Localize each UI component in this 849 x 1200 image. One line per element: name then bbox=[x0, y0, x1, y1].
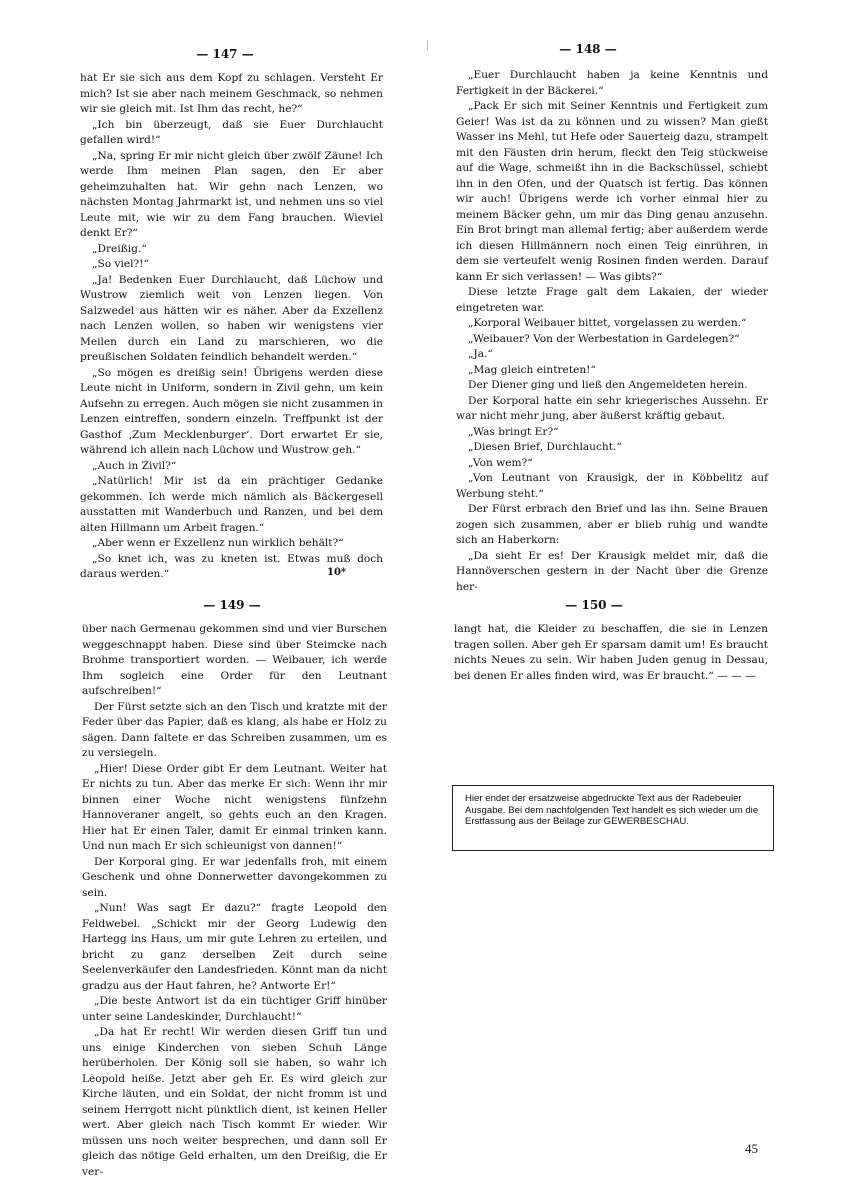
paragraph: „Mag gleich eintreten!“ bbox=[468, 363, 596, 376]
paragraph: „Da hat Er recht! Wir werden diesen Griff tun und uns einige Kinderchen von sieben Schuh Länge herüberholen. Der König soll sie haben, so wahr ich Leopold heiße. Jetzt aber geh Er. Es wird gleich zur Kirche läuten, und ein Soldat, der nicht fromm ist und seinem Herrgott nicht pünktlich dient, ist keinen Heller wert. Aber gleich nach Tisch kommt Er wieder. Wir müssen uns noch weiter besprechen, und dann soll Er gleich das nötige Geld erhalten, um den Dreißig, die Er ver- bbox=[82, 1026, 387, 1178]
page-number-150: — 150 — bbox=[565, 598, 623, 612]
paragraph: hat Er sie sich aus dem Kopf zu schlagen. Versteht Er mich? Ist sie aber nach meinem Geschmack, so nehmen wir sie gleich mit. Ist Ihm das recht, he?“ bbox=[80, 72, 383, 115]
page-149-text bbox=[82, 622, 387, 1180]
paragraph: „Ich bin überzeugt, daß sie Euer Durchlaucht gefallen wird!“ bbox=[80, 118, 383, 146]
paragraph: „So viel?!“ bbox=[92, 258, 149, 270]
paragraph: „Was bringt Er?“ bbox=[468, 425, 559, 438]
page-number-147: — 147 — bbox=[196, 47, 254, 61]
paragraph: „Da sieht Er es! Der Krausigk meldet mir, daß die Hannöverschen gestern in der Nacht über die Grenze her- bbox=[456, 549, 768, 593]
page-number-149: — 149 — bbox=[203, 598, 261, 612]
paragraph: Diese letzte Frage galt dem Lakaien, der wieder eingetreten war. bbox=[456, 286, 768, 314]
page-147-text bbox=[80, 71, 383, 583]
paragraph: Der Korporal hatte ein sehr kriegerisches Aussehn. Er war nicht mehr jung, aber äußerst kräftig gebaut. bbox=[456, 394, 768, 422]
paragraph: „Ja! Bedenken Euer Durchlaucht, daß Lüchow und Wustrow ziemlich weit von Lenzen liegen. Von Salzwedel aus hätten wir es näher. Aber da Exzellenz nach Lenzen wollen, so haben wir wenigstens vier Meilen durch ein Land zu marschieren, wo die preußischen Soldaten feindlich behandelt werden.“ bbox=[80, 273, 383, 363]
paragraph: über nach Germenau gekommen sind und vier Burschen weggeschnappt haben. Diese sind über Steimcke nach Brohme transportiert worden. — Weibauer, ich werde Ihm sogleich eine Order für den Leutnant aufschreiben!“ bbox=[82, 623, 387, 697]
paragraph: „So knet ich, was zu kneten ist. Etwas muß doch daraus werden.“ bbox=[80, 552, 383, 580]
paragraph: „Auch in Zivil?“ bbox=[92, 459, 177, 472]
paragraph: „Natürlich! Mir ist da ein prächtiger Gedanke gekommen. Ich werde mich nämlich als Bäckergesell ausstatten mit Wanderbuch und Ranzen, und bei dem alten Hillmann um Arbeit fragen.“ bbox=[80, 475, 383, 534]
page-number-148: — 148 — bbox=[559, 42, 617, 56]
editorial-note-text: Hier endet der ersatzweise abgedruckte Text aus der Radebeuler Ausgabe. Bei dem nachfolgenden Text handelt es sich wieder um die Erstfassung aus der Beilage zur GEWERBESCHAU. bbox=[465, 793, 759, 827]
paragraph: Der Fürst erbrach den Brief und las ihn. Seine Brauen zogen sich zusammen, aber er blieb ruhig und wandte sich an Haberkorn: bbox=[456, 503, 768, 546]
paragraph: „Von wem?“ bbox=[468, 456, 533, 469]
paragraph: langt hat, die Kleider zu beschaffen, die sie in Lenzen tragen sollen. Aber geh Er sparsam damit um! Es braucht nichts Neues zu sein. Wir haben Juden genug in Dessau, bei denen Er alles finden wird, was Er braucht.“ — — — bbox=[454, 623, 768, 682]
paragraph: „Diesen Brief, Durchlaucht.“ bbox=[468, 441, 622, 453]
paragraph: Der Diener ging und ließ den Angemeldeten herein. bbox=[468, 379, 748, 391]
paragraph: „Dreißig.“ bbox=[92, 242, 147, 255]
paragraph: „Korporal Weibauer bittet, vorgelassen zu werden.“ bbox=[468, 317, 747, 329]
paragraph: „Na, spring Er mir nicht gleich über zwölf Zäune! Ich werde Ihm meinen Plan sagen, den Er aber geheimzuhalten hat. Wir gehn nach Lenzen, wo nächsten Montag Jahrmarkt ist, und nehmen uns so viel Leute mit, wie wir zu dem Fang brauchen. Wieviel denkt Er?“ bbox=[80, 149, 383, 239]
paragraph: „Weibauer? Von der Werbestation in Gardelegen?“ bbox=[468, 332, 740, 345]
page-148-text bbox=[456, 68, 768, 595]
paragraph: „Aber wenn er Exzellenz nun wirklich behält?“ bbox=[92, 537, 344, 549]
paragraph: Der Fürst setzte sich an den Tisch und kratzte mit der Feder über das Papier, daß es klang, als habe er Holz zu sägen. Dann faltete er das Schreiben zusammen, um es zu versiegeln. bbox=[82, 700, 387, 759]
center-tick-mark bbox=[427, 40, 428, 50]
folio-number: 45 bbox=[745, 1141, 758, 1156]
paragraph: „Von Leutnant von Krausigk, der in Köbbelitz auf Werbung steht.“ bbox=[456, 472, 768, 500]
paragraph: „Euer Durchlaucht haben ja keine Kenntnis und Fertigkeit in der Bäckerei.“ bbox=[456, 69, 768, 97]
paragraph: „Die beste Antwort ist da ein tüchtiger Griff hinüber unter seine Landeskinder, Durchlaucht!“ bbox=[82, 995, 387, 1023]
paragraph: „Nun! Was sagt Er dazu?“ fragte Leopold den Feldwebel. „Schickt mir der Georg Ludewig den Hartegg ins Haus, um mir gute Lehren zu erteilen, und bricht zu ganz derselben Zeit durch seine Seelenverkäufer den Landesfrieden. Könnt man da nicht gradzu aus der Haut fahren, he? Antworte Er!“ bbox=[82, 902, 387, 992]
paragraph: „Ja.“ bbox=[468, 348, 493, 360]
paragraph: „Hier! Diese Order gibt Er dem Leutnant. Weiter hat Er nichts zu tun. Aber das merke Er sich: Wenn ihr mir binnen einer Woche nicht wenigstens fünfzehn Hannoveraner angelt, so gehts euch an den Kragen. Hier hat Er einen Taler, damit Er einmal trinken kann. Und nun mach Er sich schleunigst von dannen!“ bbox=[82, 762, 387, 852]
page-150-text bbox=[454, 622, 768, 684]
signature-mark: 10* bbox=[327, 567, 347, 578]
paragraph: „So mögen es dreißig sein! Übrigens werden diese Leute nicht in Uniform, sondern in Zivil gehn, um kein Aufsehn zu erregen. Auch mögen sie nicht zusammen in Lenzen eintreffen, sondern einzeln. Treffpunkt ist der Gasthof ‚Zum Mecklenburger‘. Dort erwartet Er sie, während ich allein nach Lüchow und Wustrow geh.“ bbox=[80, 366, 383, 456]
editorial-note-box bbox=[452, 785, 774, 851]
paragraph: „Pack Er sich mit Seiner Kenntnis und Fertigkeit zum Geier! Was ist da zu können und zu wissen? Man gießt Wasser ins Mehl, tut Hefe oder Sauerteig dazu, strampelt mit den Fäusten drin herum, fleckt den Teig stückweise auf die Wage, schmeißt ihn in die Backschüssel, schiebt ihn in den Ofen, und der Quatsch ist fertig. Das können wir auch! Übrigens werde ich vorher einmal hier zu meinem Bäcker gehn, um mir das Ding genau anzusehn. Ein Brot bringt man allemal fertig; aber außerdem werde ich diesen Hillmännern noch einen Teig einrühren, in dem sie verteufelt wenig Rosinen finden werden. Darauf kann Er sich verlassen! — Was gibts?“ bbox=[456, 100, 768, 283]
paragraph: Der Korporal ging. Er war jedenfalls froh, mit einem Geschenk und ohne Donnerwetter davongekommen zu sein. bbox=[82, 855, 387, 899]
